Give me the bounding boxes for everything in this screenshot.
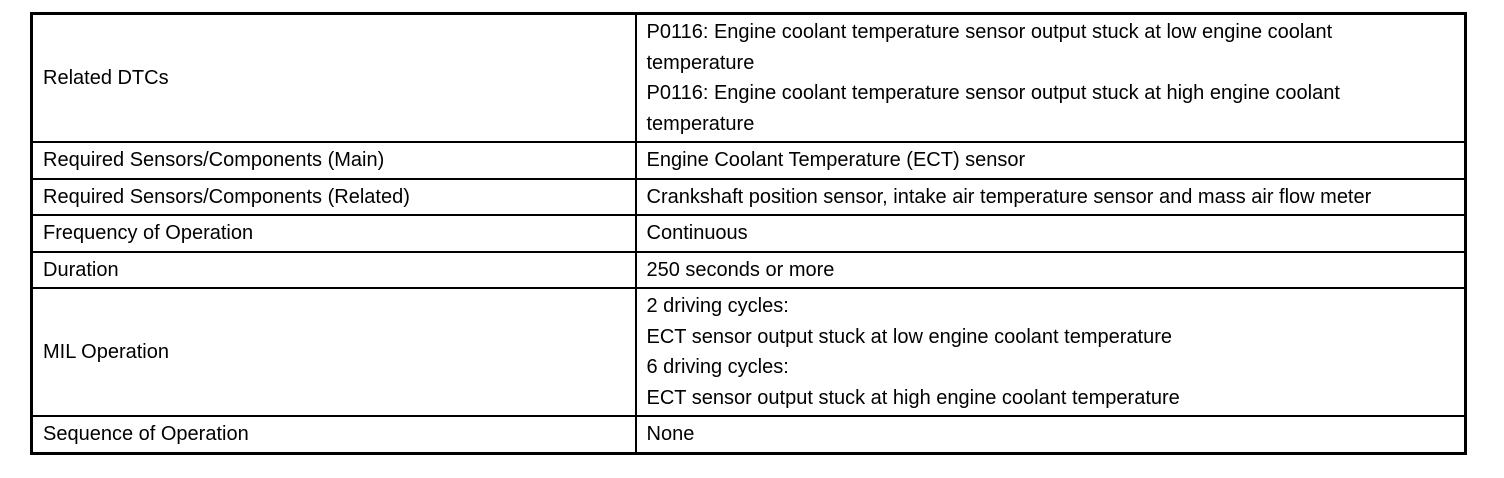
value-line: None	[646, 423, 695, 445]
row-value	[636, 252, 1466, 289]
value-line: temperature	[646, 51, 755, 74]
value-line: Crankshaft position sensor, intake air temperature sensor and mass air flow meter	[646, 185, 1372, 208]
table-row-duration	[32, 252, 1466, 289]
row-label: Sequence of Operation	[32, 416, 636, 453]
table-row-sequence	[32, 416, 1466, 453]
value-line: temperature	[646, 112, 755, 135]
value-line: ECT sensor output stuck at low engine coolant temperature	[646, 325, 1172, 348]
value-line: P0116: Engine coolant temperature sensor output stuck at low engine coolant	[646, 21, 1333, 43]
row-label: Required Sensors/Components (Main)	[32, 142, 636, 179]
row-label: Related DTCs	[32, 14, 636, 143]
value-line: 6 driving cycles:	[646, 356, 789, 378]
table-row-related-dtcs	[32, 14, 1466, 143]
value-line: 2 driving cycles:	[646, 295, 789, 317]
row-value	[636, 142, 1466, 179]
row-value	[636, 416, 1466, 453]
row-value	[636, 14, 1466, 143]
table-row-mil-operation	[32, 288, 1466, 416]
value-line: Engine Coolant Temperature (ECT) sensor	[646, 149, 1026, 171]
row-value	[636, 179, 1466, 216]
table-row-required-main	[32, 142, 1466, 179]
row-value	[636, 215, 1466, 252]
row-value	[636, 288, 1466, 416]
value-line: ECT sensor output stuck at high engine coolant temperature	[646, 386, 1180, 409]
monitor-spec-table	[30, 12, 1467, 455]
table-row-required-related	[32, 179, 1466, 216]
value-line: Continuous	[646, 222, 748, 244]
row-label: Frequency of Operation	[32, 215, 636, 252]
table-row-frequency	[32, 215, 1466, 252]
row-label: Duration	[32, 252, 636, 289]
value-line: P0116: Engine coolant temperature sensor output stuck at high engine coolant	[646, 82, 1340, 104]
value-line: 250 seconds or more	[646, 258, 835, 281]
row-label: Required Sensors/Components (Related)	[32, 179, 636, 216]
row-label: MIL Operation	[32, 288, 636, 416]
